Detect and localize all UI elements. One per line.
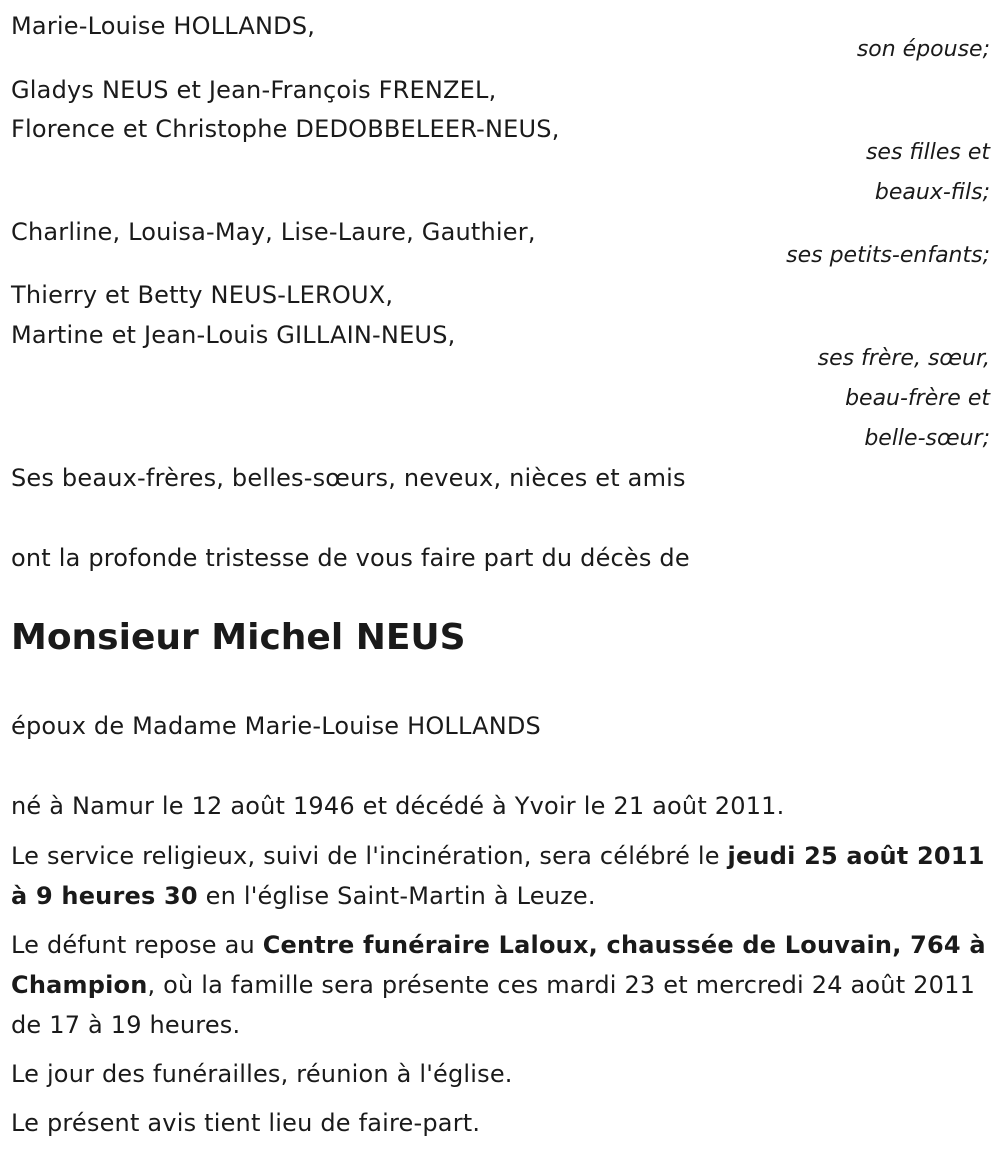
siblings-relation-2: beau-frère et — [845, 386, 990, 411]
notice-line: Le présent avis tient lieu de faire-part. — [11, 1109, 481, 1137]
siblings-relation-3: belle-sœur; — [864, 426, 990, 451]
repose-intro: Le défunt repose au — [11, 931, 263, 959]
deceased-name: Monsieur Michel NEUS — [11, 617, 466, 658]
meeting-line: Le jour des funérailles, réunion à l'église. — [11, 1060, 513, 1088]
daughters-line-2: Florence et Christophe DEDOBBELEER-NEUS, — [11, 115, 560, 143]
spouse-relation: son épouse; — [856, 37, 990, 62]
grandchildren-names: Charline, Louisa-May, Lise-Laure, Gauthier, — [11, 218, 536, 246]
service-date: jeudi 25 août 2011 à 9 heures 30 — [11, 842, 985, 910]
announcement-line: ont la profonde tristesse de vous faire part du décès de — [11, 544, 690, 572]
grandchildren-relation: ses petits-enfants; — [786, 243, 990, 268]
others-line: Ses beaux-frères, belles-sœurs, neveux, nièces et amis — [11, 464, 686, 492]
siblings-line-2: Martine et Jean-Louis GILLAIN-NEUS, — [11, 321, 456, 349]
service-intro: Le service religieux, suivi de l'incinération, sera célébré le — [11, 842, 728, 870]
spouse-name: Marie-Louise HOLLANDS, — [11, 12, 316, 40]
daughters-relation-1: ses filles et — [865, 140, 990, 165]
repose-details: , où la famille sera présente ces mardi 23 et mercredi 24 août 2011 de 17 à 19 heures. — [11, 971, 976, 1039]
repose-place: Centre funéraire Laloux, chaussée de Louvain, 764 à Champion — [11, 931, 986, 999]
service-place: en l'église Saint-Martin à Leuze. — [197, 882, 596, 910]
daughters-line-1: Gladys NEUS et Jean-François FRENZEL, — [11, 76, 497, 104]
siblings-relation-1: ses frère, sœur, — [817, 346, 990, 371]
deceased-spouse-line: époux de Madame Marie-Louise HOLLANDS — [11, 712, 541, 740]
daughters-relation-2: beaux-fils; — [874, 180, 990, 205]
repose-paragraph — [11, 925, 986, 1045]
service-paragraph — [11, 836, 986, 916]
siblings-line-1: Thierry et Betty NEUS-LEROUX, — [11, 281, 394, 309]
birth-death-line: né à Namur le 12 août 1946 et décédé à Yvoir le 21 août 2011. — [11, 792, 785, 820]
